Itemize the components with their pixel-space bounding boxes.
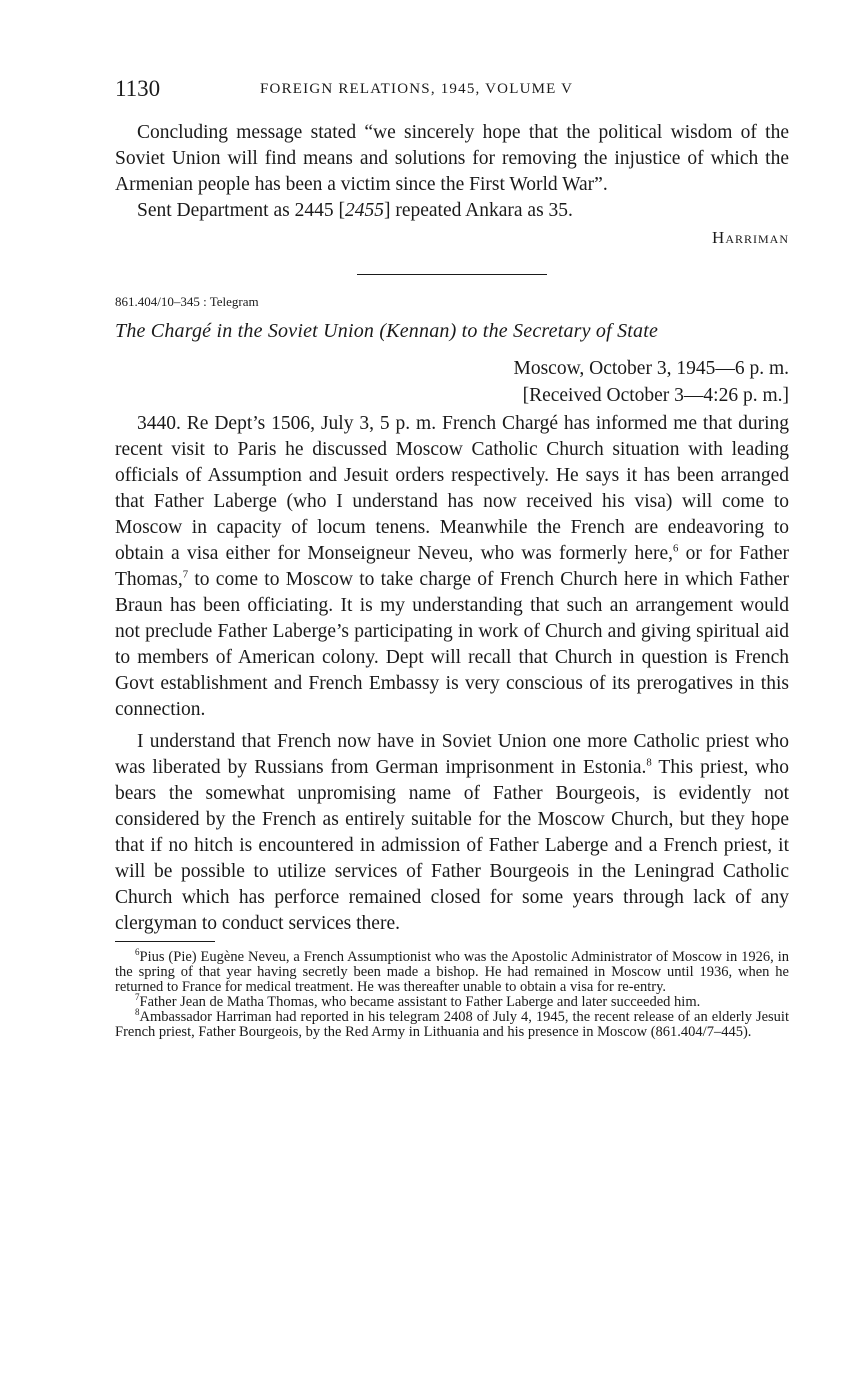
page-number: 1130: [115, 76, 161, 101]
telegram-paragraph-2: [115, 729, 789, 937]
footnote-text: Pius (Pie) Eugène Neveu, a French Assumptionist who was the Apostolic Administrator of Moscow in 1926, in the spring of that year having secretly been made a bishop. He had remained in Moscow until 1936, when he returned to France for medical treatment. He was thereafter unable to obtain a visa for re-entry.: [115, 949, 789, 995]
sent-text-before: Sent Department as 2445 [: [137, 200, 345, 221]
document-page: [115, 76, 789, 1040]
footnote-marker: 6: [135, 947, 140, 958]
footnote-marker: 8: [135, 1007, 140, 1018]
corrected-number: 2455: [344, 200, 384, 221]
file-reference: 861.404/10–345 : Telegram: [115, 294, 259, 309]
footnote-ref-8[interactable]: 8: [646, 756, 652, 769]
footnote-7: [115, 992, 789, 1010]
concluding-paragraph: Concluding message stated “we sincerely hope that the political wisdom of the Soviet Union will find means and solutions for removing the injustice of which the Armenian people has been a victim since the First World War”.: [115, 122, 789, 195]
footnote-text: Ambassador Harriman had reported in his telegram 2408 of July 4, 1945, the recent release of an elderly Jesuit French priest, Father Bourgeois, by the Red Army in Lithuania and his presence in Moscow (861.404/7–445).: [115, 1009, 789, 1040]
footnote-text: Father Jean de Matha Thomas, who became assistant to Father Laberge and later succeeded him.: [139, 994, 701, 1010]
document-title: The Chargé in the Soviet Union (Kennan) to the Secretary of State: [115, 320, 659, 342]
running-head-title: FOREIGN RELATIONS, 1945, VOLUME V: [260, 81, 574, 97]
section-divider: [357, 274, 547, 275]
paragraph-1-text-a: 3440. Re Dept’s 1506, July 3, 5 p. m. French Chargé has informed me that during recent visit to Paris he discussed Moscow Catholic Church situation with leading officials of Assumption and Jesuit orders respectively. He says it has been arranged that Father Laberge (who I understand has now received his visa) will come to Moscow in capacity of locum tenens. Meanwhile the French are endeavoring to obtain a visa either for Monseigneur Neveu, who was formerly here,: [115, 413, 789, 564]
footnote-rule: [115, 941, 215, 942]
paragraph-1-text-b: or for Father Thomas,: [115, 543, 789, 590]
received-dateline: [Received October 3—4:26 p. m.]: [522, 385, 789, 406]
footnotes: [115, 947, 789, 1040]
footnote-6: [115, 947, 789, 995]
telegram-paragraph-1: [115, 411, 789, 723]
paragraph-1-text-c: to come to Moscow to take charge of French Church here in which Father Braun has been officiating. It is my understanding that such an arrangement would not preclude Father Laberge’s participating in work of Church and giving spiritual aid to members of American colony. Dept will recall that Church in question is French Govt establishment and French Embassy is very conscious of its prerogatives in this connection.: [115, 569, 789, 720]
signature-harriman: Harriman: [712, 228, 789, 247]
footnote-marker: 7: [135, 992, 140, 1003]
running-head: [115, 76, 789, 106]
footnote-ref-6[interactable]: 6: [672, 542, 679, 555]
dateline: [115, 355, 789, 409]
paragraph-2-text-a: I understand that French now have in Soviet Union one more Catholic priest who was liberated by Russians from German imprisonment in Estonia.: [115, 731, 789, 778]
footnote-8: [115, 1007, 789, 1040]
sent-dateline: Moscow, October 3, 1945—6 p. m.: [513, 358, 789, 379]
sent-department-paragraph: [115, 198, 789, 224]
footnote-ref-7[interactable]: 7: [182, 568, 189, 581]
sent-text-after: ] repeated Ankara as 35.: [383, 200, 573, 221]
paragraph-2-text-b: This priest, who bears the somewhat unpromising name of Father Bourgeois, is evidently not considered by the French as entirely suitable for the Moscow Church, but they hope that if no hitch is encountered in admission of Father Laberge and a French priest, it will be possible to utilize services of Father Bourgeois in the Leningrad Catholic Church which has perforce remained closed for some years through lack of any clergyman to conduct services there.: [115, 757, 789, 934]
